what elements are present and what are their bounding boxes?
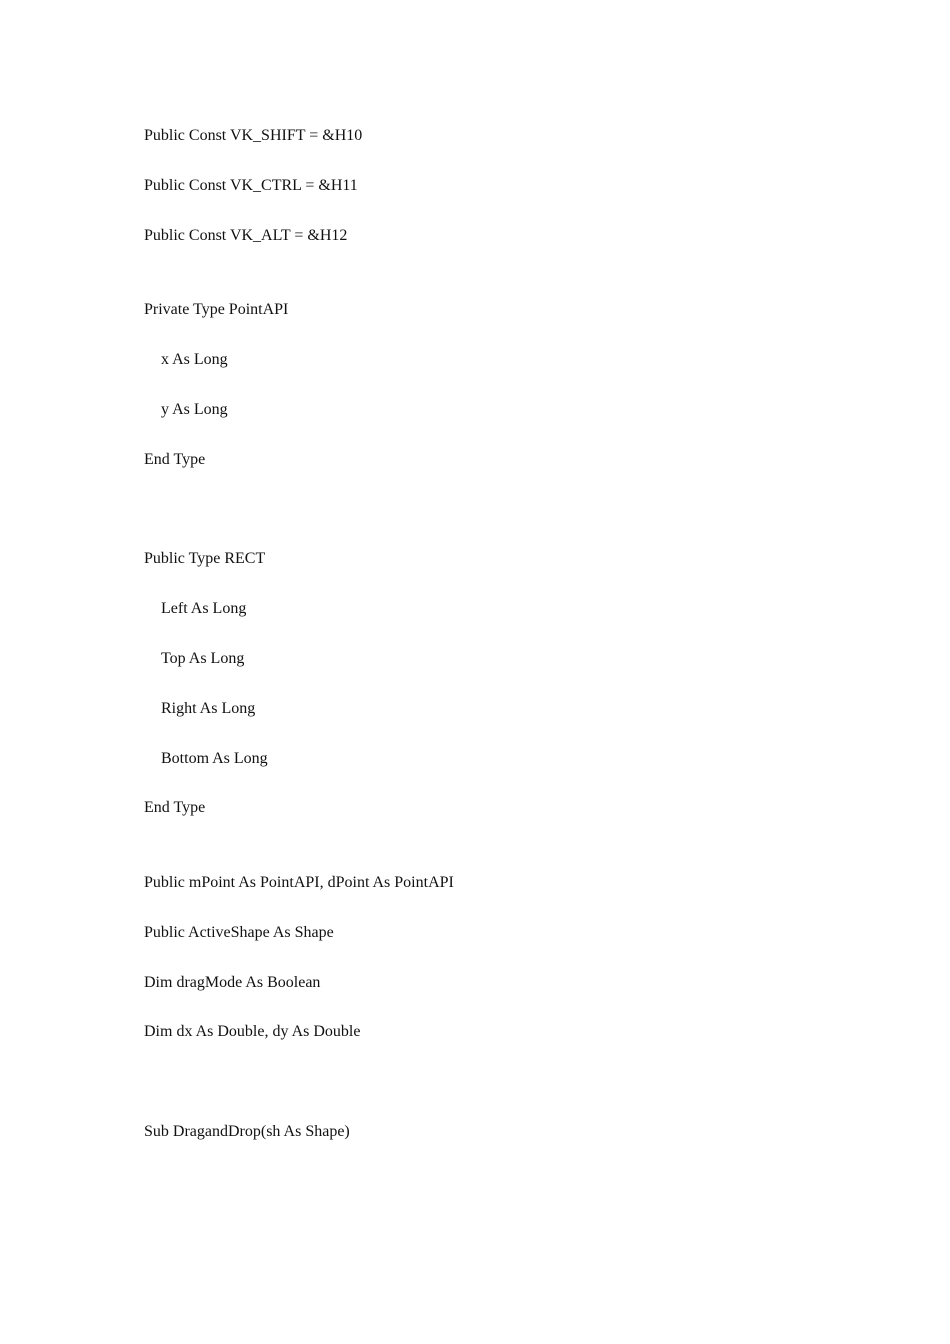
code-line-field-bottom: Bottom As Long — [161, 750, 268, 767]
code-line-type-pointapi: Private Type PointAPI — [144, 301, 289, 318]
code-line-field-x: x As Long — [161, 351, 228, 368]
code-line-field-right: Right As Long — [161, 700, 256, 717]
code-line-field-y: y As Long — [161, 401, 228, 418]
code-line-end-type-rect: End Type — [144, 799, 206, 816]
code-line-dim-dx-dy: Dim dx As Double, dy As Double — [144, 1023, 361, 1040]
code-line-const-vk-alt: Public Const VK_ALT = &H12 — [144, 227, 348, 244]
code-line-public-activeshape: Public ActiveShape As Shape — [144, 924, 334, 941]
code-line-const-vk-ctrl: Public Const VK_CTRL = &H11 — [144, 177, 358, 194]
code-line-end-type-pointapi: End Type — [144, 451, 206, 468]
code-line-dim-dragmode: Dim dragMode As Boolean — [144, 974, 321, 991]
code-line-public-mpoint: Public mPoint As PointAPI, dPoint As PointAPI — [144, 874, 454, 891]
code-line-type-rect: Public Type RECT — [144, 550, 266, 567]
code-line-sub-draganddrop: Sub DragandDrop(sh As Shape) — [144, 1123, 350, 1140]
code-line-field-top: Top As Long — [161, 650, 245, 667]
code-line-const-vk-shift: Public Const VK_SHIFT = &H10 — [144, 127, 363, 144]
code-line-field-left: Left As Long — [161, 600, 247, 617]
